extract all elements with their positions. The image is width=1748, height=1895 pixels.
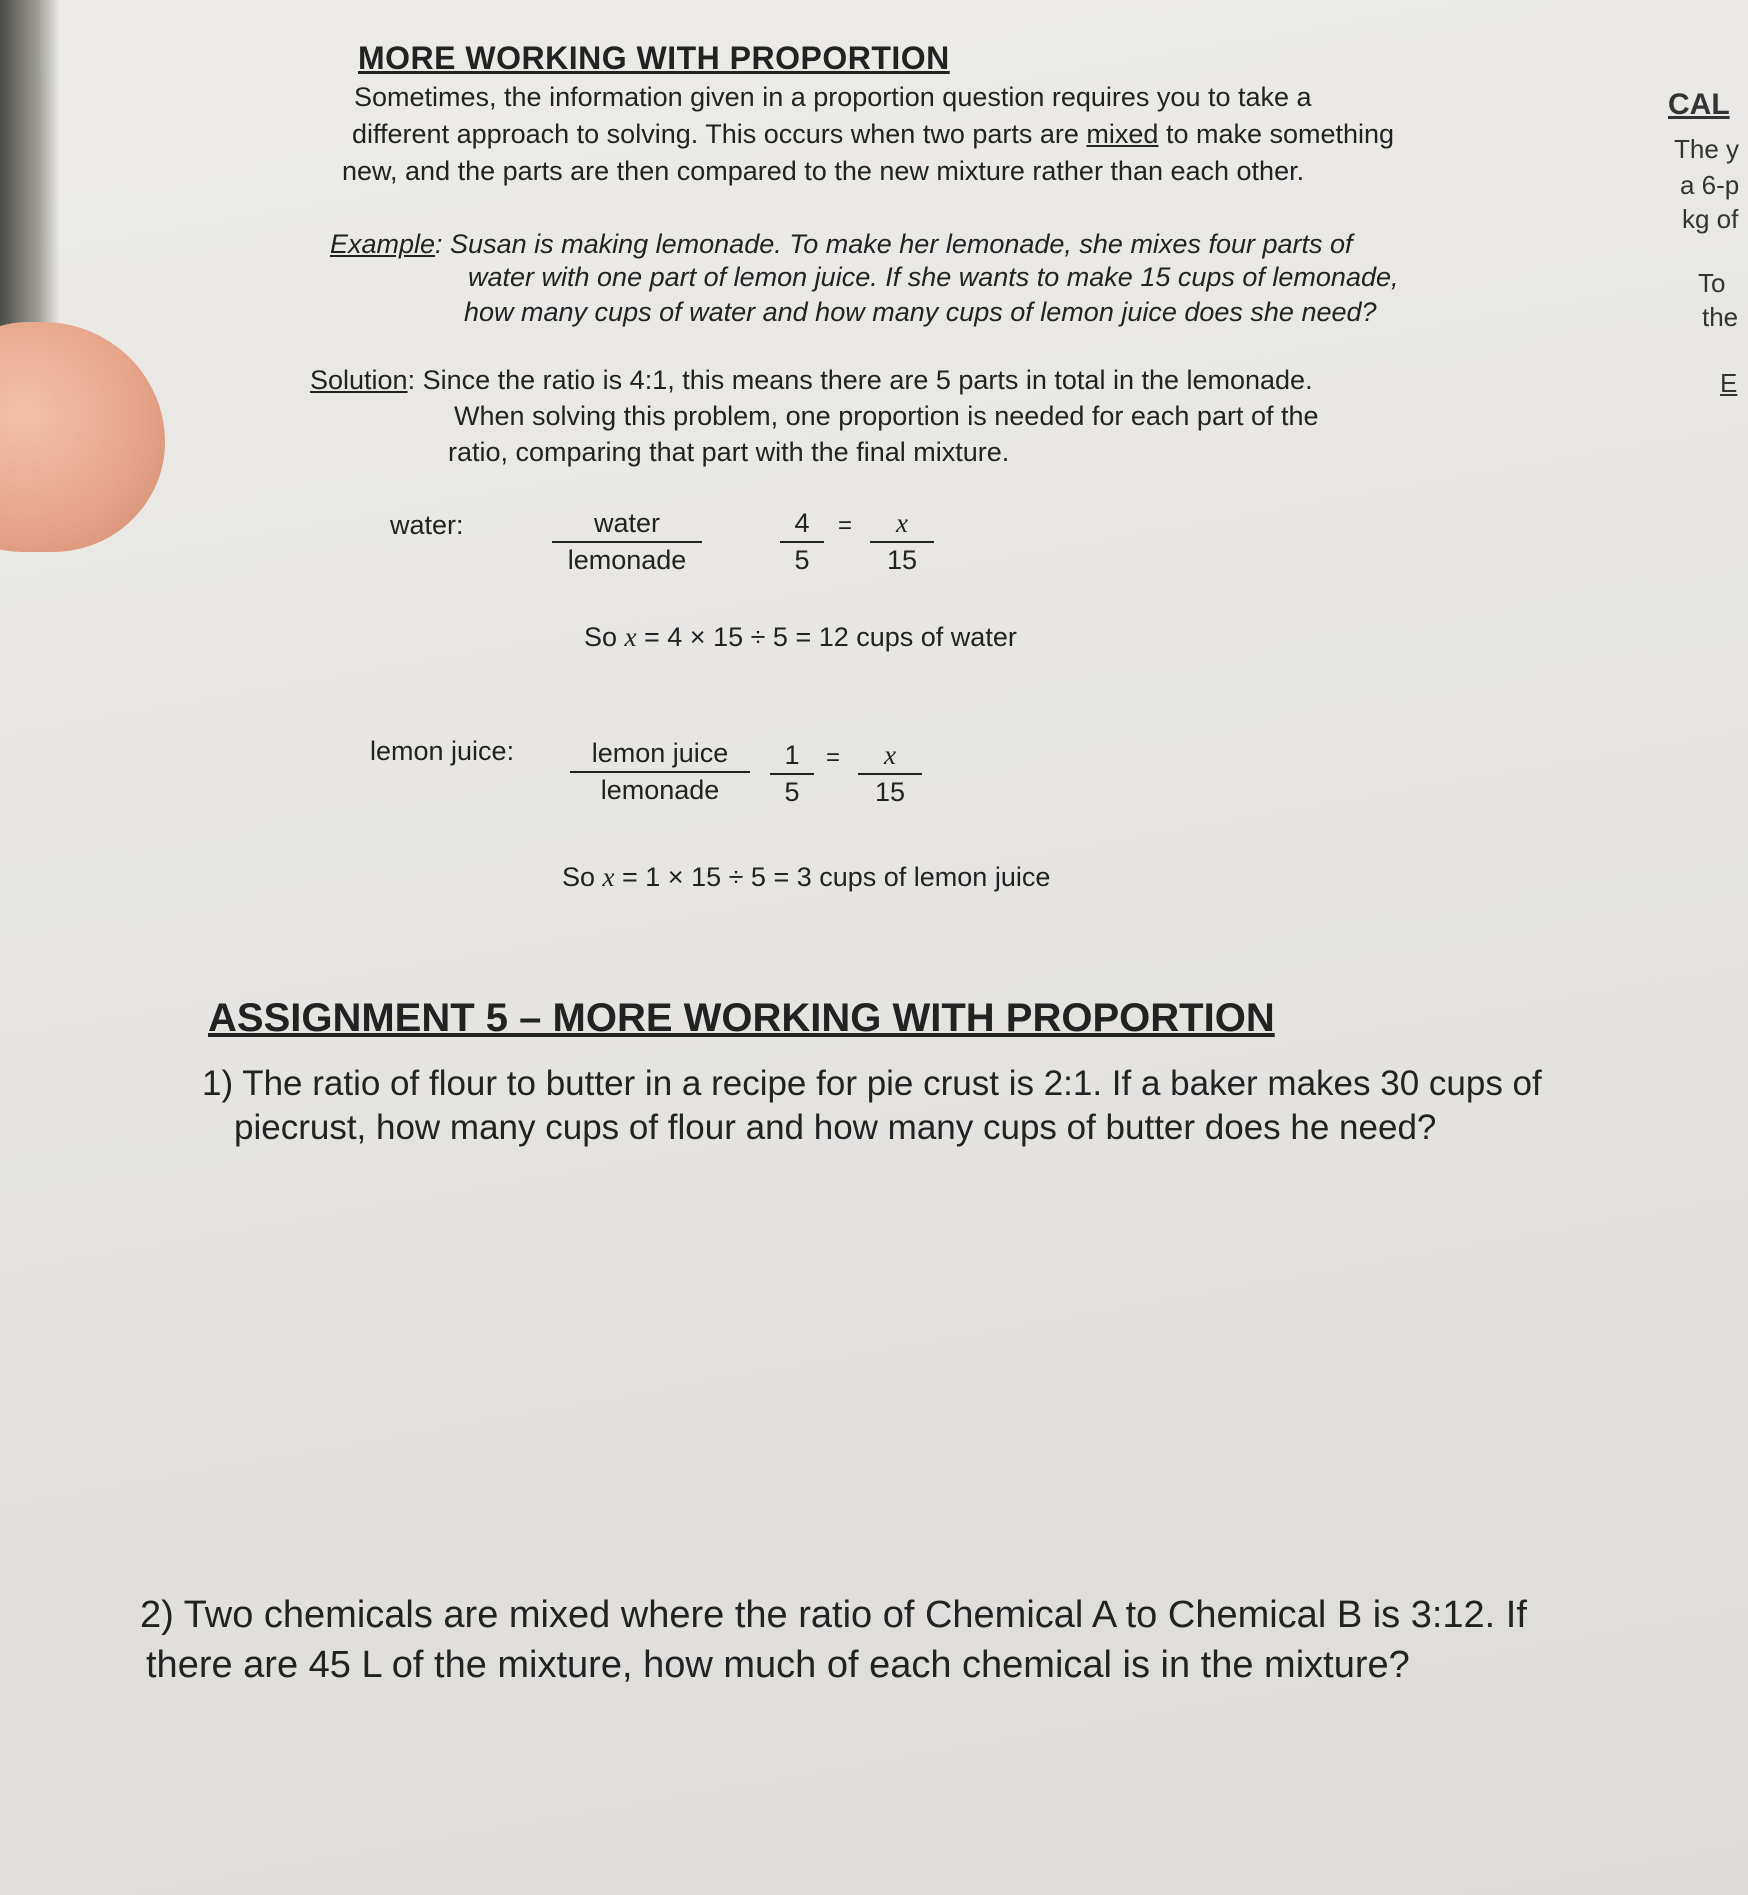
lemon-ratio-fraction (770, 740, 814, 808)
water-ratio-denominator: 5 (794, 545, 810, 575)
solution-line-1 (310, 365, 1313, 396)
sidebar-line-5: the (1702, 302, 1739, 332)
intro-line-2-end: to make something (1158, 119, 1395, 149)
sidebar-line-3: kg of (1682, 204, 1739, 234)
page-edge-shadow (0, 0, 60, 330)
solution-line-2: When solving this problem, one proportion is needed for each part of the (454, 401, 1319, 431)
water-label: water: (390, 510, 464, 540)
water-result (584, 622, 1017, 653)
lemon-word-denominator: lemonade (600, 775, 720, 805)
example-line-1 (330, 229, 1353, 260)
water-result-so: So (584, 622, 625, 652)
example-text-1: : Susan is making lemonade. To make her lemonade, she mixes four parts of (435, 229, 1353, 259)
water-result-x: x (624, 622, 637, 652)
example-line-3: how many cups of water and how many cups of lemon juice does she need? (464, 297, 1377, 327)
water-x-denominator: 15 (886, 545, 918, 575)
question-1-line-1: 1) The ratio of flour to butter in a recipe for pie crust is 2:1. If a baker makes 30 cups of (202, 1064, 1542, 1103)
lemon-x-numerator: x (858, 740, 922, 775)
lemon-ratio-denominator: 5 (784, 777, 800, 807)
water-word-numerator: water (552, 508, 702, 543)
water-x-numerator: x (870, 508, 934, 543)
example-label: Example (330, 229, 436, 259)
question-1-line-2: piecrust, how many cups of flour and how many cups of butter does he need? (234, 1108, 1437, 1147)
question-2-line-2: there are 45 L of the mixture, how much of each chemical is in the mixture? (146, 1644, 1410, 1686)
water-x-fraction (870, 508, 934, 576)
water-word-denominator: lemonade (567, 545, 687, 575)
lemon-result-x: x (602, 862, 615, 892)
assignment-title: ASSIGNMENT 5 – MORE WORKING WITH PROPORTION (208, 996, 1275, 1040)
sidebar-line-2: a 6-p (1680, 170, 1740, 200)
lemon-x-fraction (858, 740, 922, 808)
lemon-word-fraction (570, 738, 750, 806)
sidebar-line-4: To (1698, 268, 1726, 298)
sidebar-line-1: The y (1674, 134, 1740, 164)
intro-mixed-word: mixed (1086, 119, 1159, 149)
water-result-calc: = 4 × 15 ÷ 5 = 12 cups of water (636, 622, 1017, 652)
lemon-ratio-numerator: 1 (770, 740, 814, 775)
water-equals-sign: = (838, 512, 853, 539)
intro-line-1: Sometimes, the information given in a proportion question requires you to take a (354, 82, 1312, 112)
intro-line-2-start: different approach to solving. This occurs when two parts are (352, 119, 1087, 149)
solution-text-1: : Since the ratio is 4:1, this means there are 5 parts in total in the lemonade. (407, 365, 1313, 395)
lemon-result (562, 862, 1050, 893)
water-word-fraction (552, 508, 702, 576)
water-ratio-numerator: 4 (780, 508, 824, 543)
lemon-word-numerator: lemon juice (570, 738, 750, 773)
intro-line-3: new, and the parts are then compared to the new mixture rather than each other. (342, 156, 1305, 186)
lemon-result-calc: = 1 × 15 ÷ 5 = 3 cups of lemon juice (614, 862, 1051, 892)
solution-line-3: ratio, comparing that part with the final mixture. (448, 437, 1010, 467)
solution-label: Solution (310, 365, 408, 395)
example-line-2: water with one part of lemon juice. If she wants to make 15 cups of lemonade, (468, 262, 1399, 292)
water-ratio-fraction (780, 508, 824, 576)
lemon-x-denominator: 15 (874, 777, 906, 807)
page-title: MORE WORKING WITH PROPORTION (358, 40, 950, 76)
lemon-label: lemon juice: (370, 736, 515, 766)
sidebar-line-6: E (1720, 368, 1738, 398)
lemon-equals-sign: = (826, 744, 841, 771)
lemon-result-so: So (562, 862, 603, 892)
sidebar-heading: CAL (1668, 88, 1730, 121)
question-2-line-1: 2) Two chemicals are mixed where the ratio of Chemical A to Chemical B is 3:12. If (140, 1594, 1527, 1636)
intro-line-2 (352, 119, 1394, 150)
